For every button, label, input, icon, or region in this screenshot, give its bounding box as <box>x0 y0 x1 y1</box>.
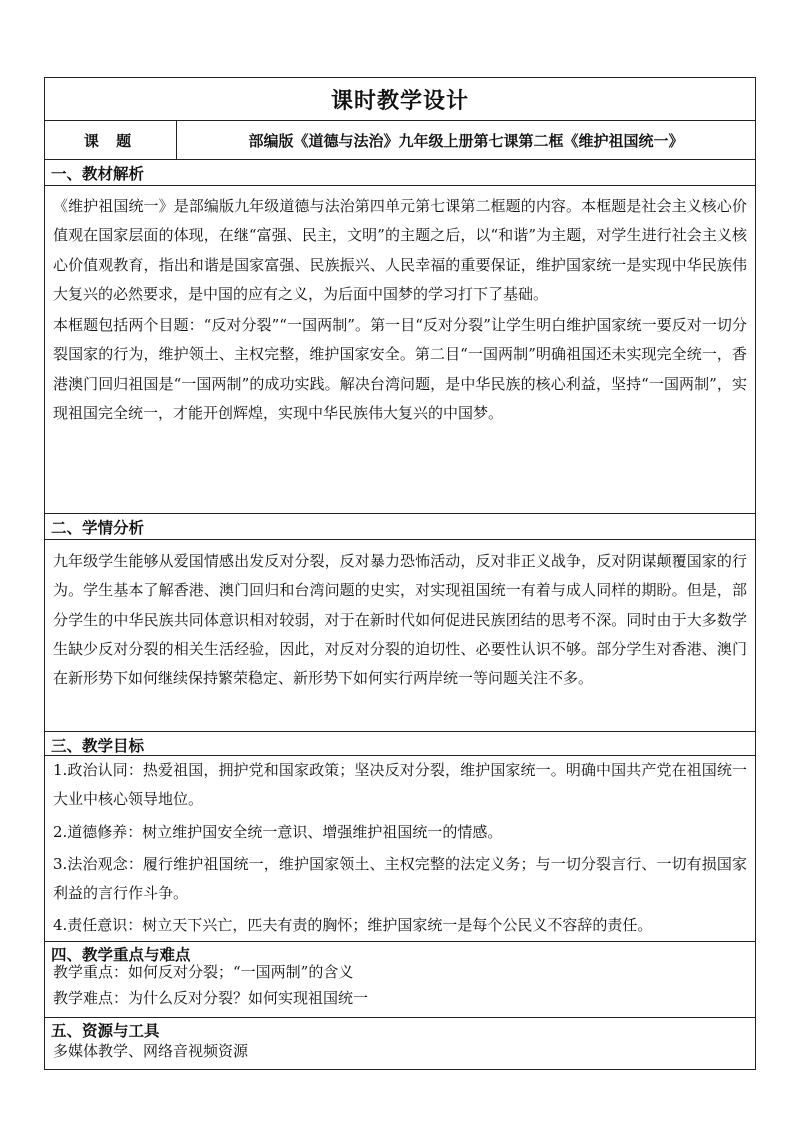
paragraph: 教学重点：如何反对分裂；“一国两制”的含义 <box>53 963 354 981</box>
paragraph: 本框题包括两个目题：“反对分裂”“一国两制”。第一目“反对分裂”让学生明白维护国家统一要反对一切分裂国家的行为，维护领土、主权完整，维护国家安全。第二目“一国两制”明确祖国还未实现完全统一，香港澳门回归祖国是“一国两制”的成功实践。解决台湾问题，是中华民族的核心利益，坚持“一国两制”，实现祖国完全统一，才能开创辉煌，实现中华民族伟大复兴的中国梦。 <box>53 316 747 423</box>
topic-label: 课 题 <box>45 121 177 159</box>
section-body-keypoints <box>45 959 755 1017</box>
paragraph: 《维护祖国统一》是部编版九年级道德与法治第四单元第七课第二框题的内容。本框题是社会主义核心价值观在国家层面的体现，在继“富强、民主，文明”的主题之后，以“和谐”为主题，对学生进行社会主义核心价值观教育，指出和谐是国家富强、民族振兴、人民幸福的重要保证，维护国家统一是实现中华民族伟大复兴的必然要求，是中国的应有之义，为后面中国梦的学习打下了基础。 <box>53 197 747 303</box>
paragraph: 九年级学生能够从爱国情感出发反对分裂，反对暴力恐怖活动，反对非正义战争，反对阴谋颠覆国家的行为。学生基本了解香港、澳门回归和台湾问题的史实，对实现祖国统一有着与成人同样的期盼。但是，部分学生的中华民族共同体意识相对较弱，对于在新时代如何促进民族团结的思考不深。同时由于大多数学生缺少反对分裂的相关生活经验，因此，对反对分裂的迫切性、必要性认识不够。部分学生对香港、澳门在新形势下如何继续保持繁荣稳定、新形势下如何实行两岸统一等问题关注不多。 <box>53 552 747 688</box>
section-heading-resources: 五、资源与工具 <box>45 1017 755 1041</box>
section-heading-materials: 一、教材解析 <box>45 159 755 185</box>
section-body-students <box>45 539 755 731</box>
paragraph: 教学难点：为什么反对分裂？如何实现祖国统一 <box>53 989 369 1007</box>
paragraph: 多媒体教学、网络音视频资源 <box>53 1042 249 1060</box>
section-heading-objectives: 三、教学目标 <box>45 731 755 757</box>
paragraph: 2.道德修养：树立维护国安全统一意识、增强维护祖国统一的情感。 <box>53 822 503 841</box>
topic-row <box>45 120 755 159</box>
section-body-resources <box>45 1038 755 1068</box>
topic-value: 部编版《道德与法治》九年级上册第七课第二框《维护祖国统一》 <box>248 131 684 150</box>
section-body-objectives <box>45 755 755 941</box>
lesson-plan-table <box>44 77 756 1070</box>
paragraph: 1.政治认同：热爱祖国，拥护党和国家政策；坚决反对分裂，维护国家统一。明确中国共产党在祖国统一大业中核心领导地位。 <box>53 761 747 809</box>
paragraph: 4.责任意识：树立天下兴亡，匹夫有责的胸怀；维护国家统一是每个公民义不容辞的责任。 <box>53 916 653 935</box>
paragraph: 3.法治观念：履行维护祖国统一，维护国家领土、主权完整的法定义务；与一切分裂言行、一切有损国家利益的言行作斗争。 <box>53 854 747 903</box>
document-title: 课时教学设计 <box>330 88 469 114</box>
section-body-materials <box>45 185 755 513</box>
section-heading-students: 二、学情分析 <box>45 513 755 539</box>
section-heading-keypoints: 四、教学重点与难点 <box>45 941 755 965</box>
